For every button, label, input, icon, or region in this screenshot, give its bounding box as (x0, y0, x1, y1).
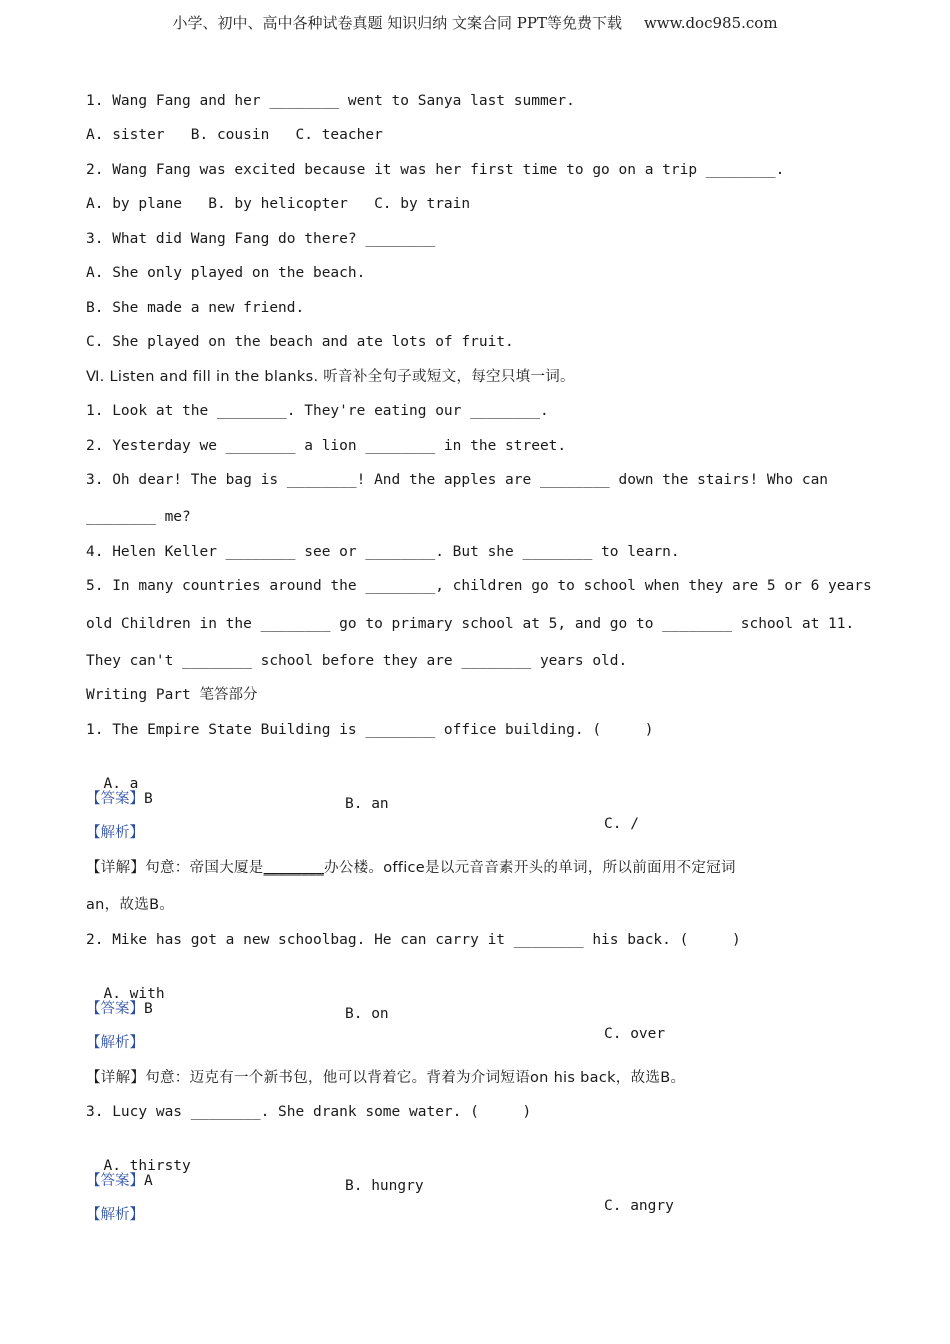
writing-question-1-options (86, 754, 846, 834)
option-b: B. an (345, 796, 389, 812)
detail-label: 【详解】 (86, 860, 146, 876)
fill-question-5-line-3: They can't ________ school before they are ________ years old. (86, 653, 628, 669)
answer-label: 【答案】 (86, 791, 144, 807)
question-3-listening: 3. What did Wang Fang do there? ________ (86, 231, 436, 247)
question-2-listening: 2. Wang Fang was excited because it was her first time to go on a trip ________. (86, 162, 785, 178)
question-1-listening: 1. Wang Fang and her ________ went to Sanya last summer. (86, 93, 575, 109)
detail-text: 办公楼。office是以元音音素开头的单词，所以前面用不定冠词 (324, 860, 736, 876)
detail-1-line-2: an，故选B。 (86, 897, 175, 913)
option-b: B. hungry (345, 1178, 424, 1194)
answer-value: B (144, 1001, 153, 1017)
answer-label: 【答案】 (86, 1001, 144, 1017)
analysis-label: 【解析】 (86, 1035, 144, 1051)
writing-question-3: 3. Lucy was ________. She drank some water. ( ) (86, 1104, 532, 1120)
analysis-2 (86, 1033, 144, 1053)
question-3-option-a: A. She only played on the beach. (86, 265, 366, 281)
option-a: A. with (103, 986, 165, 1002)
question-2-options: A. by plane B. by helicopter C. by train (86, 196, 471, 212)
question-3-option-c: C. She played on the beach and ate lots of fruit. (86, 334, 514, 350)
option-a: A. thirsty (103, 1158, 191, 1174)
section-6-heading: Ⅵ. Listen and fill in the blanks. 听音补全句子或短文，每空只填一词。 (86, 369, 575, 385)
fill-question-5-line-2: old Children in the ________ go to primary school at 5, and go to ________ school at 11. (86, 616, 855, 632)
detail-text: 句意：帝国大厦是 (145, 860, 264, 876)
analysis-label: 【解析】 (86, 825, 144, 841)
option-c: C. angry (604, 1198, 674, 1214)
answer-2 (86, 999, 153, 1019)
page-header (0, 12, 950, 33)
option-a: A. a (103, 776, 139, 792)
analysis-label: 【解析】 (86, 1207, 144, 1223)
answer-1 (86, 789, 153, 809)
analysis-1 (86, 823, 144, 843)
writing-question-2-options (86, 964, 846, 1044)
question-3-option-b: B. She made a new friend. (86, 300, 305, 316)
fill-question-4: 4. Helen Keller ________ see or ________. But she ________ to learn. (86, 544, 680, 560)
answer-value: A (144, 1173, 153, 1189)
detail-text: 句意：迈克有一个新书包，他可以背着它。背着为介词短语on his back，故选B。 (145, 1070, 686, 1086)
fill-question-3-line-1: 3. Oh dear! The bag is ________! And the apples are ________ down the stairs! Who can (86, 472, 829, 488)
detail-label: 【详解】 (86, 1070, 146, 1086)
detail-1-line-1 (86, 858, 736, 878)
writing-part-heading: Writing Part 笔答部分 (86, 687, 258, 703)
question-1-options: A. sister B. cousin C. teacher (86, 127, 383, 143)
writing-question-1: 1. The Empire State Building is ________ office building. ( ) (86, 722, 654, 738)
header-site: www.doc985.com (643, 14, 778, 32)
fill-question-1: 1. Look at the ________. They're eating our ________. (86, 403, 549, 419)
answer-3 (86, 1171, 153, 1191)
writing-question-3-options (86, 1136, 846, 1216)
answer-value: B (144, 791, 153, 807)
fill-question-5-line-1: 5. In many countries around the ________, children go to school when they are 5 or 6 years (86, 578, 872, 594)
analysis-3 (86, 1205, 144, 1225)
option-c: C. over (604, 1026, 666, 1042)
answer-label: 【答案】 (86, 1173, 144, 1189)
fill-question-2: 2. Yesterday we ________ a lion ________ in the street. (86, 438, 567, 454)
option-c: C. / (604, 816, 639, 832)
detail-blank: ________ (263, 860, 325, 876)
fill-question-3-line-2: ________ me? (86, 509, 191, 525)
detail-2 (86, 1068, 685, 1088)
option-b: B. on (345, 1006, 389, 1022)
header-text: 小学、初中、高中各种试卷真题 知识归纳 文案合同 PPT等免费下载 (172, 14, 622, 32)
writing-question-2: 2. Mike has got a new schoolbag. He can carry it ________ his back. ( ) (86, 932, 741, 948)
